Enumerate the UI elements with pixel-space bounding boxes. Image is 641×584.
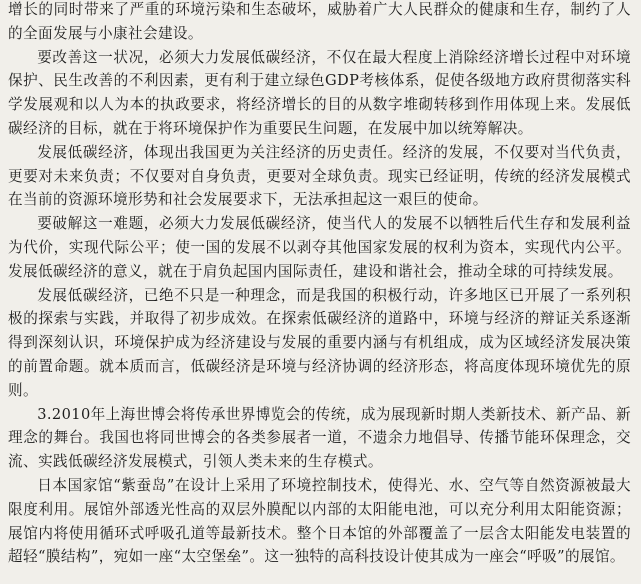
paragraph-7: 日本国家馆“紫蚕岛”在设计上采用了环境控制技术，使得光、水、空气等自然资源被最大限度利用。展馆外部透光性高的双层外膜配以内部的太阳能电池，可以充分利用太阳能资源；展馆内将使用循环式呼吸孔道等最新技术。整个日本馆的外部覆盖了一层含太阳能发电装置的超轻“膜结构”，宛如一座“太空堡垒”。这一独特的高科技设计使其成为一座会“呼吸”的展馆。 bbox=[8, 476, 631, 566]
paragraph-4: 要破解这一难题，必须大力发展低碳经济，使当代人的发展不以牺牲后代生存和发展利益为代价，实现代际公平；使一国的发展不以剥夺其他国家发展的权利为资本，实现代内公平。发展低碳经济的意义，就在于肩负起国内国际责任，建设和谐社会，推动全球的可持续发展。 bbox=[8, 215, 631, 280]
paragraph-5: 发展低碳经济，已绝不只是一种理念，而是我国的积极行动，许多地区已开展了一系列积极的探索与实践，并取得了初步成效。在探索低碳经济的道路中，环境与经济的辩证关系逐渐得到深刻认识，环境保护成为经济建设与发展的重要内涵与有机组成，成为区域经济发展决策的前置命题。就本质而言，低碳经济是环境与经济协调的经济形态，将高度体现环境优先的原则。 bbox=[8, 286, 631, 399]
paragraph-3: 发展低碳经济，体现出我国更为关注经济的历史责任。经济的发展，不仅要对当代负责，更要对未来负责；不仅要对自身负责，更要对全球负责。现实已经证明，传统的经济发展模式在当前的资源环境形势和社会发展要求下，无法承担起这一艰巨的使命。 bbox=[8, 143, 631, 209]
paragraph-6: 3.2010年上海世博会将传承世界博览会的传统，成为展现新时期人类新技术、新产品、新理念的舞台。我国也将同世博会的各类参展者一道，不遗余力地倡导、传播节能环保理念，交流、实践低碳经济发展模式，引领人类未来的生存模式。 bbox=[8, 405, 631, 471]
paragraph-2: 要改善这一状况，必须大力发展低碳经济，不仅在最大程度上消除经济增长过程中对环境保护、民生改善的不利因素，更有利于建立绿色GDP考核体系，促使各级地方政府贯彻落实科学发展观和以人为本的执政要求，将经济增长的目的从数字堆砌转移到作用体现上来。发展低碳经济的目标，就在于将环境保护作为重要民生问题，在发展中加以统筹解决。 bbox=[8, 48, 631, 137]
paragraph-1: 增长的同时带来了严重的环境污染和生态破坏，威胁着广大人民群众的健康和生存，制约了人的全面发展与小康社会建设。 bbox=[8, 1, 631, 42]
